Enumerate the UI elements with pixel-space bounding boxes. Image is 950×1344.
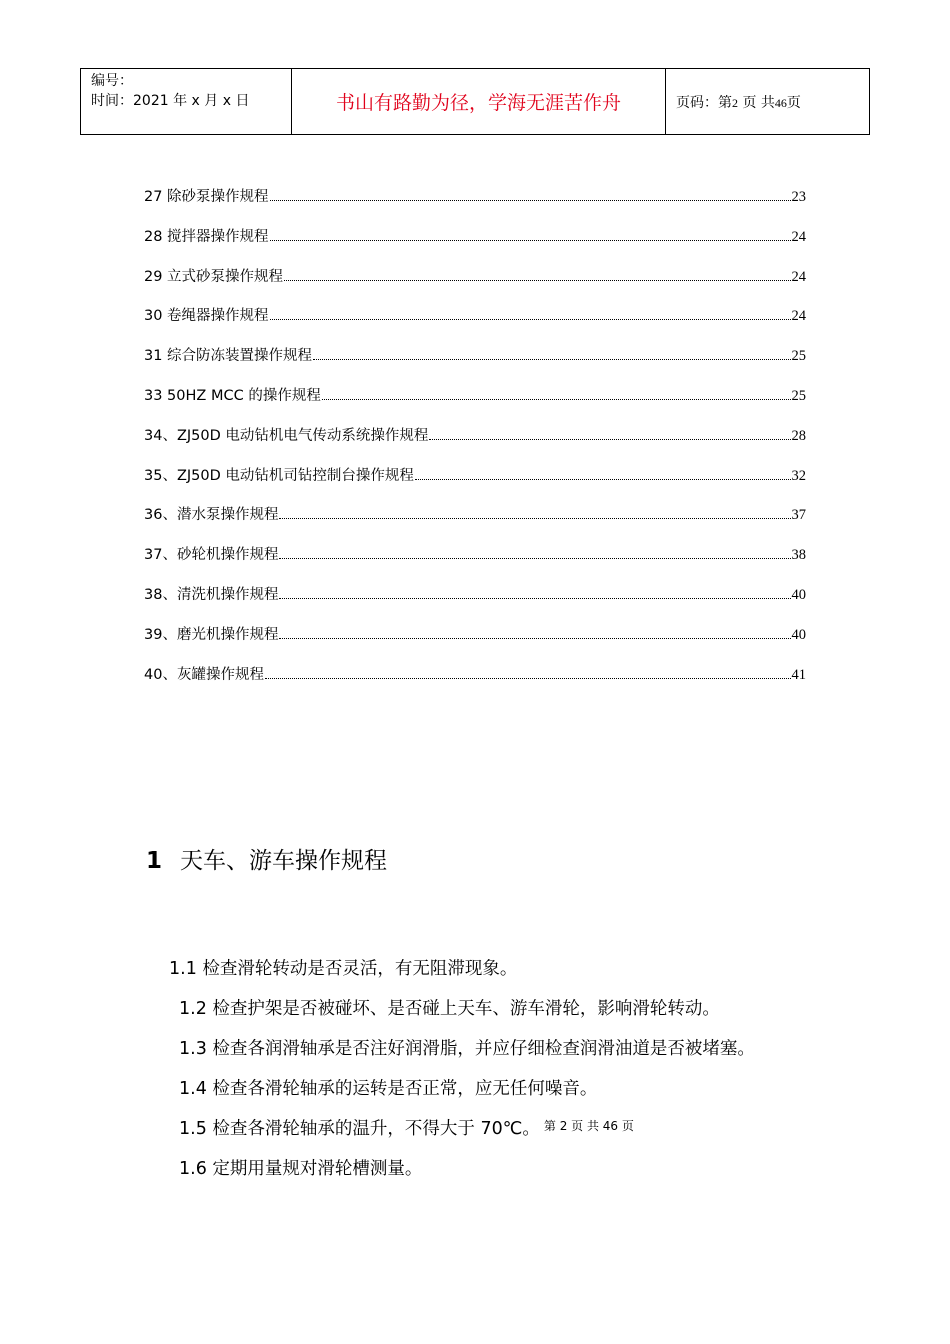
toc-label: 29 立式砂泵操作规程: [144, 268, 284, 285]
toc-entry[interactable]: [144, 384, 806, 424]
toc-page: 28: [791, 427, 806, 444]
step-text: 1.1 检查滑轮转动是否灵活，有无阻滞现象。: [169, 959, 518, 979]
toc-leader: [270, 318, 791, 320]
step-item: [179, 1035, 755, 1060]
toc-leader: [279, 637, 790, 639]
toc-label: 27 除砂泵操作规程: [144, 189, 269, 205]
toc-leader: [415, 478, 791, 480]
toc-leader: [265, 677, 791, 679]
toc-page: 41: [791, 666, 806, 683]
toc-page: 40: [791, 586, 806, 603]
toc-label: 36、潜水泵操作规程: [144, 507, 279, 524]
header-page-info: [666, 69, 870, 135]
toc-page: 23: [791, 189, 806, 205]
inline-page-footer: 第 2 页 共 46 页: [543, 1119, 634, 1133]
toc-entry[interactable]: [144, 663, 806, 703]
header-meta: [81, 69, 292, 135]
toc-leader: [279, 597, 790, 599]
header-motto: 书山有路勤为径，学海无涯苦作舟: [292, 69, 666, 135]
toc-entry[interactable]: [144, 304, 806, 344]
toc-label: 28 搅拌器操作规程: [144, 228, 269, 245]
toc-label: 38、清洗机操作规程: [144, 586, 279, 603]
toc-entry[interactable]: [144, 225, 806, 265]
step-item: [179, 995, 720, 1020]
toc-leader: [270, 239, 791, 241]
step-item: [169, 955, 517, 980]
toc-leader: [313, 358, 790, 360]
page-mid: 页 共: [742, 94, 775, 111]
date-label: 时间：2021 年 x 月 x 日: [91, 93, 250, 109]
toc-page: 24: [791, 228, 806, 245]
toc-entry[interactable]: [144, 344, 806, 384]
toc-entry[interactable]: [144, 185, 806, 225]
toc-label: 33 50HZ MCC 的操作规程: [144, 387, 321, 404]
toc-entry[interactable]: [144, 265, 806, 305]
toc-leader: [322, 398, 791, 400]
section-heading: [146, 842, 387, 875]
serial-label: 编号：: [91, 73, 133, 89]
toc-leader: [284, 279, 790, 281]
toc-page: 25: [791, 387, 806, 404]
toc-entry[interactable]: [144, 623, 806, 663]
toc-leader: [270, 199, 791, 201]
toc-page: 32: [791, 467, 806, 484]
step-item: [179, 1155, 422, 1180]
toc-entry[interactable]: [144, 464, 806, 504]
section-number: 1: [146, 848, 163, 874]
toc-label: 35、ZJ50D 电动钻机司钻控制台操作规程: [144, 467, 414, 484]
toc-page: 37: [791, 507, 806, 524]
step-text: 1.6 定期用量规对滑轮槽测量。: [179, 1159, 423, 1179]
toc-entry[interactable]: [144, 543, 806, 583]
toc-label: 37、砂轮机操作规程: [144, 547, 279, 564]
toc-page: 38: [791, 547, 806, 564]
toc-label: 31 综合防冻装置操作规程: [144, 348, 313, 365]
page-total: 46: [774, 95, 787, 110]
page-prefix: 页码：第: [676, 94, 732, 111]
toc-label: 40、灰罐操作规程: [144, 666, 264, 683]
toc-label: 30 卷绳器操作规程: [144, 308, 269, 325]
page-current: 2: [732, 95, 738, 110]
toc-entry[interactable]: [144, 424, 806, 464]
step-text: 1.3 检查各润滑轴承是否注好润滑脂，并应仔细检查润滑油道是否被堵塞。: [179, 1039, 755, 1059]
toc-page: 25: [791, 348, 806, 365]
toc-label: 34、ZJ50D 电动钻机电气传动系统操作规程: [144, 427, 429, 444]
toc-page: 24: [791, 308, 806, 325]
document-header: [80, 68, 870, 135]
step-text: 1.2 检查护架是否被碰坏、是否碰上天车、游车滑轮，影响滑轮转动。: [179, 999, 720, 1019]
toc-label: 39、磨光机操作规程: [144, 626, 279, 643]
step-text: 1.4 检查各滑轮轴承的运转是否正常，应无任何噪音。: [179, 1079, 598, 1099]
toc-page: 40: [791, 626, 806, 643]
step-text: 1.5 检查各滑轮轴承的温升，不得大于 70℃。: [179, 1119, 540, 1139]
section-title-text: 天车、游车操作规程: [180, 848, 388, 874]
toc-entry[interactable]: [144, 583, 806, 623]
table-of-contents: [144, 185, 806, 702]
toc-entry[interactable]: [144, 503, 806, 543]
toc-leader: [279, 557, 790, 559]
toc-leader: [279, 517, 790, 519]
toc-leader: [429, 438, 790, 440]
step-item: [179, 1075, 597, 1100]
step-item: [179, 1115, 634, 1140]
page-suffix: 页: [786, 94, 801, 111]
toc-page: 24: [791, 268, 806, 285]
